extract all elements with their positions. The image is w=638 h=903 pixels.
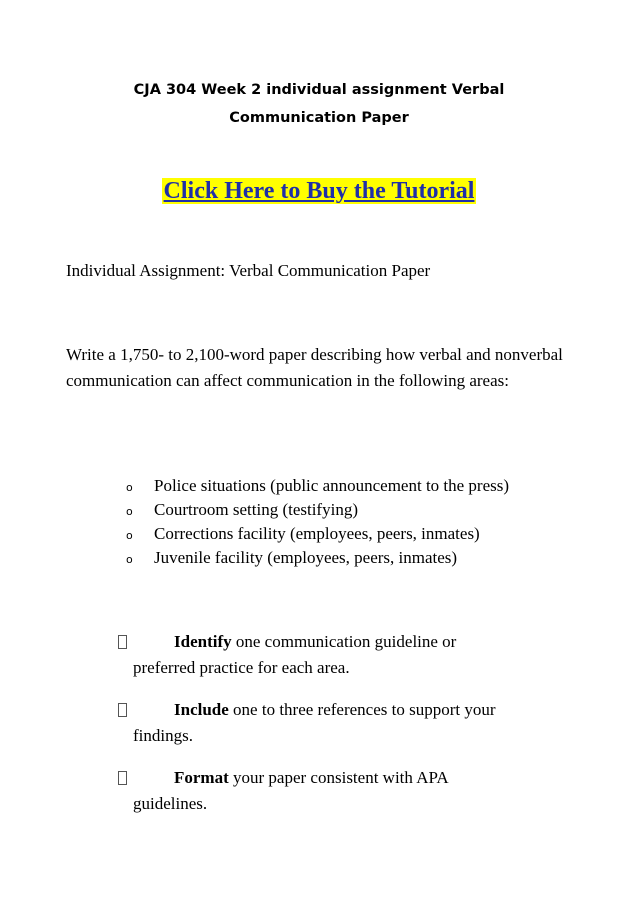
task-keyword: Include (174, 700, 229, 719)
missing-glyph-box-icon (118, 635, 127, 649)
task-text: your paper consistent with APA (228, 768, 449, 787)
assignment-heading: Individual Assignment: Verbal Communication Paper (66, 261, 431, 280)
assignment-description: Write a 1,750- to 2,100-word paper describing how verbal and nonverbal communication can affect communication in the following areas: (66, 345, 563, 390)
area-text: Courtroom setting (testifying) (154, 500, 358, 519)
areas-list (0, 474, 638, 570)
buy-tutorial-link-row (0, 176, 638, 206)
task-line-2: preferred practice for each area. (133, 658, 350, 677)
task-text: one communication guideline or (231, 632, 457, 651)
list-item (0, 498, 638, 522)
hollow-circle-bullet-icon: o (126, 505, 133, 518)
buy-tutorial-link[interactable]: Click Here to Buy the Tutorial (163, 178, 475, 204)
task-line-2: guidelines. (133, 794, 208, 813)
missing-glyph-box-icon (118, 703, 127, 717)
task-line-1 (174, 765, 449, 791)
list-item (0, 522, 638, 546)
task-keyword: Identify (174, 632, 232, 651)
area-text: Corrections facility (employees, peers, inmates) (154, 524, 480, 543)
task-line-1 (174, 629, 456, 655)
hollow-circle-bullet-icon: o (126, 481, 133, 494)
document-title-line-1: CJA 304 Week 2 individual assignment Verbal (133, 82, 505, 98)
list-item (0, 546, 638, 570)
area-text: Juvenile facility (employees, peers, inmates) (154, 548, 458, 567)
hollow-circle-bullet-icon: o (126, 529, 133, 542)
task-text: one to three references to support your (228, 700, 496, 719)
document-title-line-2: Communication Paper (229, 110, 409, 126)
task-line-1 (174, 697, 496, 723)
area-text: Police situations (public announcement to the press) (154, 476, 510, 495)
task-keyword: Format (174, 768, 229, 787)
list-item (0, 474, 638, 498)
task-line-2: findings. (133, 726, 193, 745)
hollow-circle-bullet-icon: o (126, 553, 133, 566)
missing-glyph-box-icon (118, 771, 127, 785)
